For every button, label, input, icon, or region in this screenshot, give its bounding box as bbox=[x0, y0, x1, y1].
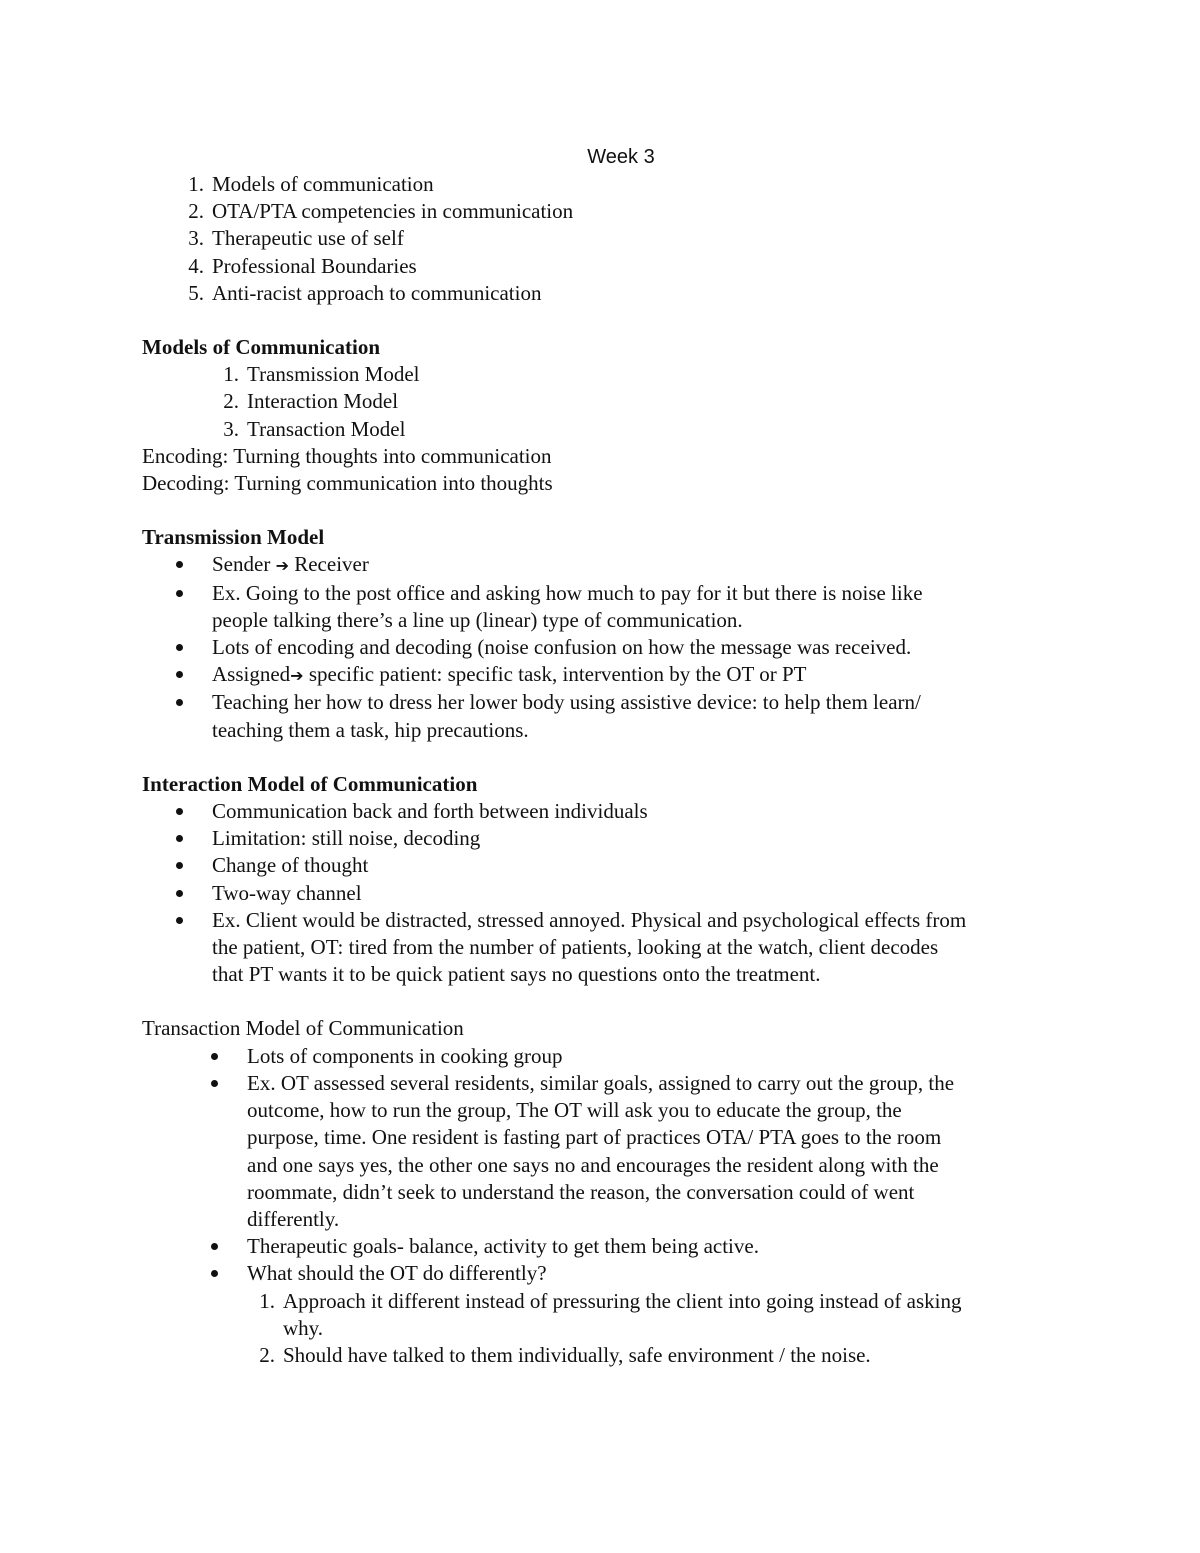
decoding-definition: Decoding: Turning communication into thoughts bbox=[142, 471, 553, 496]
models-list bbox=[142, 361, 1072, 443]
transaction-heading: Transaction Model of Communication bbox=[142, 1016, 464, 1041]
interaction-bullet-2: Limitation: still noise, decoding bbox=[212, 825, 1072, 852]
transaction-bullet-3: Therapeutic goals- balance, activity to get them being active. bbox=[247, 1233, 1072, 1260]
transmission-bullet-5: Teaching her how to dress her lower body using assistive device: to help them learn/ teaching them a task, hip precautions. bbox=[212, 689, 1072, 743]
models-item-1: 1. Transmission Model bbox=[223, 362, 420, 387]
agenda-item-2: 2. OTA/PTA competencies in communication bbox=[188, 199, 574, 224]
arrow-right-icon: ➔ bbox=[275, 556, 289, 576]
models-item-3: 3. Transaction Model bbox=[223, 416, 406, 441]
transaction-bullet-2: Ex. OT assessed several residents, similar goals, assigned to carry out the group, the outcome, how to run the group, The OT will ask you to educate the group, the purpose, time. One resident is fasting part of practices OTA/ PTA goes to the room and one says yes, the other one says no and encourages the resident along with the roommate, didn’t seek to understand the reason, the conversation could of went differently. bbox=[247, 1070, 1072, 1233]
models-heading: Models of Communication bbox=[142, 335, 380, 360]
bullet-icon bbox=[176, 590, 183, 597]
bullet-icon bbox=[211, 1243, 218, 1250]
models-item-2: 2. Interaction Model bbox=[223, 389, 399, 414]
ot-differently-item-1: 1. Approach it different instead of pressuring the client into going instead of asking why. bbox=[259, 1288, 962, 1340]
interaction-heading: Interaction Model of Communication bbox=[142, 771, 478, 796]
bullet-icon bbox=[176, 862, 183, 869]
transaction-bullet-4: What should the OT do differently? 1. Approach it different instead of pressuring the client into going instead of asking why. 2. Should have talked to them individually, safe environment / the noise. bbox=[247, 1260, 1072, 1369]
bullet-icon bbox=[176, 917, 183, 924]
interaction-bullet-1: Communication back and forth between individuals bbox=[212, 798, 1072, 825]
bullet-icon bbox=[176, 561, 183, 568]
agenda-item-5: 5. Anti-racist approach to communication bbox=[188, 280, 542, 305]
transmission-list bbox=[142, 551, 1072, 743]
bullet-icon bbox=[176, 699, 183, 706]
interaction-bullet-5: Ex. Client would be distracted, stressed annoyed. Physical and psychological effects from the patient, OT: tired from the number of patients, looking at the watch, client decodes that PT wants it to be quick patient says no questions onto the treatment. bbox=[212, 907, 1072, 989]
bullet-icon bbox=[176, 835, 183, 842]
page-title: Week 3 bbox=[587, 146, 655, 168]
ot-differently-list bbox=[247, 1288, 1072, 1370]
arrow-right-icon: ➔ bbox=[290, 666, 304, 686]
interaction-list bbox=[142, 798, 1072, 988]
agenda-item-1: 1. Models of communication bbox=[188, 172, 434, 196]
bullet-icon bbox=[176, 671, 183, 678]
bullet-icon bbox=[176, 808, 183, 815]
transmission-bullet-3: Lots of encoding and decoding (noise confusion on how the message was received. bbox=[212, 634, 1072, 661]
bullet-icon bbox=[211, 1053, 218, 1060]
agenda-item-4: 4. Professional Boundaries bbox=[188, 253, 417, 278]
bullet-icon bbox=[211, 1080, 218, 1087]
ot-differently-item-2: 2. Should have talked to them individually, safe environment / the noise. bbox=[259, 1342, 871, 1367]
bullet-icon bbox=[211, 1270, 218, 1277]
transaction-list bbox=[142, 1043, 1072, 1369]
agenda-item-3: 3. Therapeutic use of self bbox=[188, 226, 404, 251]
transmission-heading: Transmission Model bbox=[142, 525, 325, 550]
transmission-bullet-1: Sender ➔ Receiver bbox=[212, 551, 1072, 579]
interaction-bullet-4: Two-way channel bbox=[212, 880, 1072, 907]
encoding-definition: Encoding: Turning thoughts into communication bbox=[142, 443, 552, 468]
document-page bbox=[142, 144, 1072, 1369]
bullet-icon bbox=[176, 644, 183, 651]
agenda-list bbox=[0, 171, 1072, 307]
bullet-icon bbox=[176, 890, 183, 897]
transaction-bullet-1: Lots of components in cooking group bbox=[247, 1043, 1072, 1070]
interaction-bullet-3: Change of thought bbox=[212, 852, 1072, 879]
transmission-bullet-4: Assigned➔ specific patient: specific task, intervention by the OT or PT bbox=[212, 661, 1072, 689]
transmission-bullet-2: Ex. Going to the post office and asking how much to pay for it but there is noise like people talking there’s a line up (linear) type of communication. bbox=[212, 580, 1072, 634]
